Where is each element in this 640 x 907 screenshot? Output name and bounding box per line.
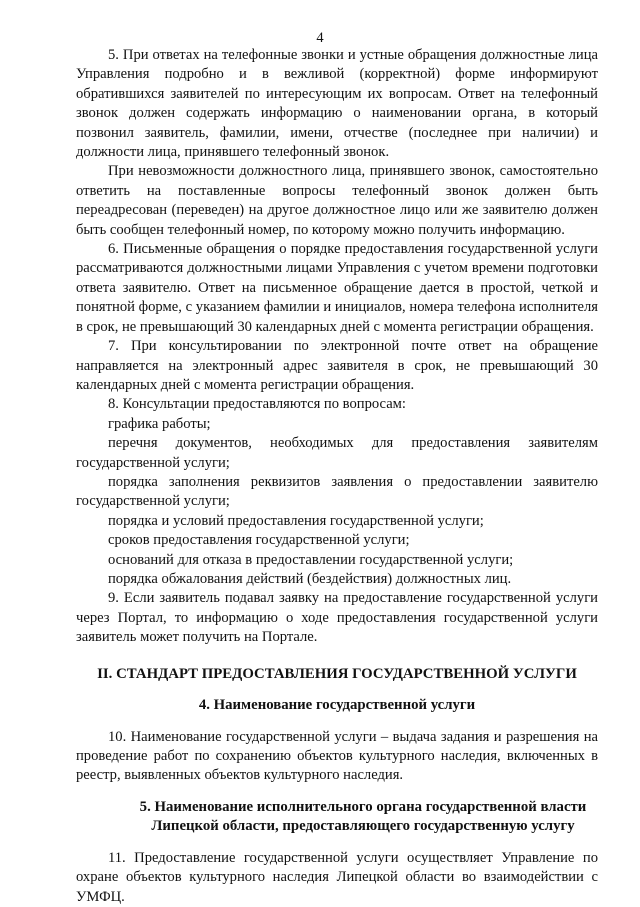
paragraph-5: 5. При ответах на телефонные звонки и устные обращения должностные лица Управления подробно и в вежливой (корректной) форме информируют обратившихся заявителей по интересующим их вопросам. Ответ на телефонный звонок должен содержать информацию о наименовании органа, в который позвонил заявитель, фамилии, имени, отчестве (последнее при наличии) и должности лица, принявшего телефонный звонок. bbox=[76, 47, 598, 161]
paragraph-11: 11. Предоставление государственной услуги осуществляет Управление по охране объектов культурного наследия Липецкой области во взаимодействии с УМФЦ. bbox=[76, 849, 598, 905]
list-item: перечня документов, необходимых для предоставления заявителям государственной услуги; bbox=[76, 435, 598, 471]
section-title: II. СТАНДАРТ ПРЕДОСТАВЛЕНИЯ ГОСУДАРСТВЕННОЙ УСЛУГИ bbox=[97, 665, 577, 682]
list-item: порядка и условий предоставления государственной услуги; bbox=[108, 512, 484, 529]
subsection-5-title: 5. Наименование исполнительного органа государственной власти Липецкой области, предоставляющего государственную услугу bbox=[139, 798, 587, 834]
paragraph-6: 6. Письменные обращения о порядке предоставления государственной услуги рассматриваются должностными лицами Управления с учетом времени подготовки ответа заявителю. Ответ на письменное обращение дается в простой, четкой и понятной форме, с указанием фамилии и инициалов, номера телефона исполнителя в срок, не превышающий 30 календарных дней с момента регистрации обращения. bbox=[76, 241, 598, 335]
list-item: графика работы; bbox=[108, 415, 211, 432]
list-item: оснований для отказа в предоставлении государственной услуги; bbox=[108, 551, 514, 568]
paragraph-10: 10. Наименование государственной услуги – выдача задания и разрешения на проведение работ по сохранению объектов культурного наследия, включенных в реестр, выявленных объектов культурного наследия. bbox=[76, 728, 598, 784]
paragraph-5-continued: При невозможности должностного лица, принявшего звонок, самостоятельно ответить на поставленные вопросы телефонный звонок должен быть переадресован (переведен) на другое должностное лицо или же заявителю должен быть сообщен телефонный номер, по которому можно получить информацию. bbox=[76, 163, 598, 238]
paragraph-7: 7. При консультировании по электронной почте ответ на обращение направляется на электронный адрес заявителя в срок, не превышающий 30 календарных дней с момента регистрации обращения. bbox=[76, 338, 598, 393]
list-item: сроков предоставления государственной услуги; bbox=[108, 532, 410, 549]
document-body bbox=[76, 46, 598, 907]
paragraph-9: 9. Если заявитель подавал заявку на предоставление государственной услуги через Портал, то информацию о ходе предоставления государственной услуги заявитель может получить на Портале. bbox=[76, 590, 598, 646]
subsection-4-title: 4. Наименование государственной услуги bbox=[198, 696, 476, 713]
list-item: порядка заполнения реквизитов заявления о предоставлении заявителю государственной услуги; bbox=[76, 473, 598, 510]
paragraph-8: 8. Консультации предоставляются по вопросам: bbox=[108, 396, 406, 413]
page-number: 4 bbox=[316, 30, 324, 46]
list-item: порядка обжалования действий (бездействия) должностных лиц. bbox=[108, 570, 512, 587]
